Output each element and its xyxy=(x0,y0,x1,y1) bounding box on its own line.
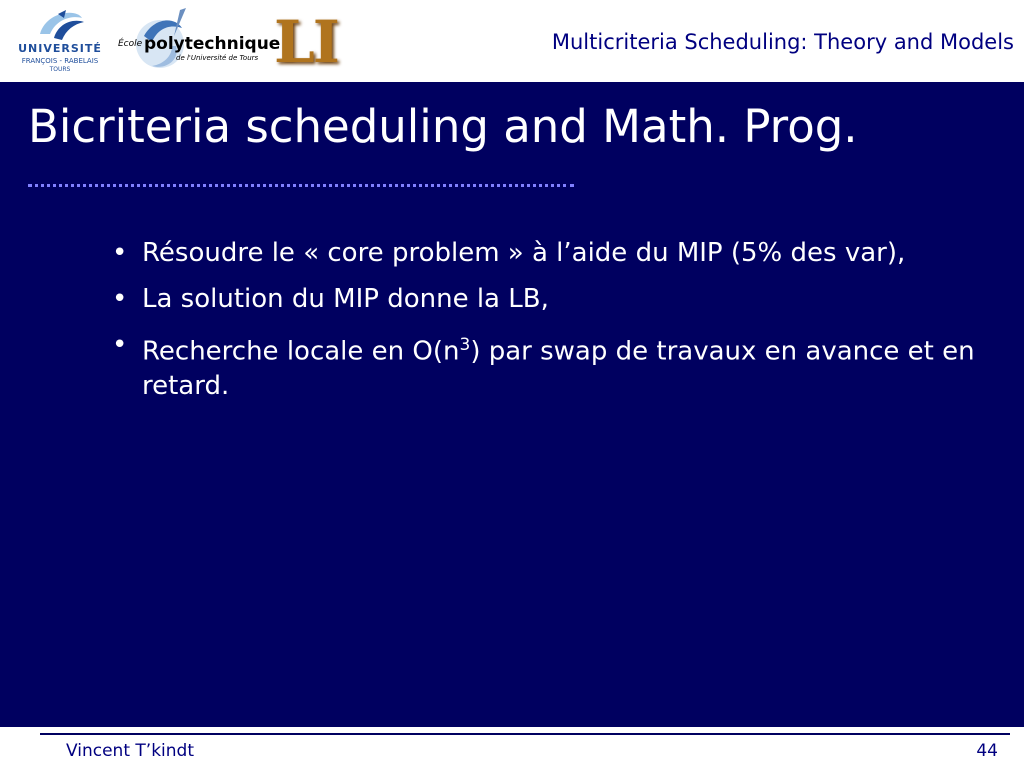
footer-rule xyxy=(40,733,1010,735)
polytechnique-ecole-label: École xyxy=(118,39,143,49)
li-lab-wordmark: LI xyxy=(274,8,338,76)
bullet-text: La solution du MIP donne la LB, xyxy=(142,284,549,314)
course-title: Multicriteria Scheduling: Theory and Models xyxy=(551,30,1014,54)
polytechnique-name: polytechnique xyxy=(144,34,281,54)
list-item xyxy=(100,328,980,403)
bullet-list xyxy=(100,236,980,415)
footer-author: Vincent T’kindt xyxy=(66,741,194,761)
bullet-text-part: ) par swap de travaux en avance et en retard. xyxy=(142,336,975,401)
list-item xyxy=(100,282,980,316)
slide-header xyxy=(0,0,1024,84)
bullet-icon: • xyxy=(112,284,128,314)
polytechnique-logo xyxy=(118,6,281,76)
universite-tours-logo xyxy=(6,4,114,78)
slide-title: Bicriteria scheduling and Math. Prog. xyxy=(28,100,858,153)
bullet-text: Résoudre le « core problem » à l’aide du MIP (5% des var), xyxy=(142,238,906,268)
universite-city: TOURS xyxy=(49,66,71,73)
bullet-superscript: 3 xyxy=(459,335,471,355)
universite-emblem-icon xyxy=(6,4,114,44)
universite-wordmark: UNIVERSITÉ xyxy=(18,42,102,55)
universite-subtitle: FRANÇOIS - RABELAIS xyxy=(21,57,99,65)
list-item xyxy=(100,236,980,270)
bullet-text-part: Recherche locale en O(n xyxy=(142,336,460,367)
title-dotted-divider xyxy=(28,184,574,187)
li-lab-logo xyxy=(272,8,356,76)
polytechnique-subtitle: de l'Université de Tours xyxy=(176,54,259,62)
footer-page-number: 44 xyxy=(976,741,998,761)
bullet-icon: • xyxy=(112,238,128,268)
bullet-icon: • xyxy=(112,330,128,360)
slide-footer xyxy=(0,726,1024,768)
